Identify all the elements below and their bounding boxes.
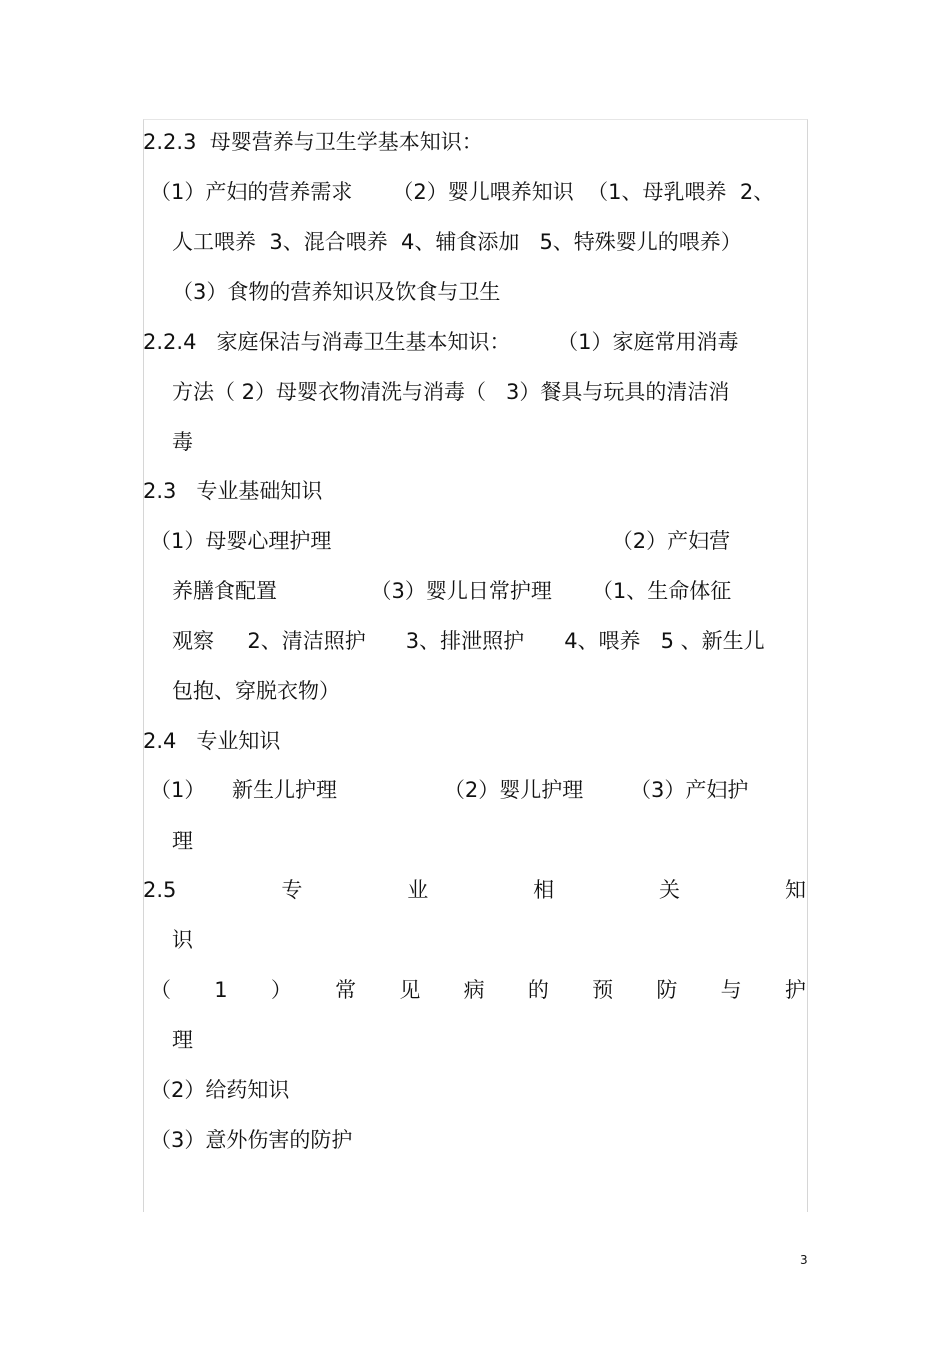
heading-char: 知 bbox=[784, 878, 806, 902]
text-char: 见 bbox=[399, 978, 421, 1002]
text-line: 理 bbox=[172, 1028, 193, 1052]
text-char: 的 bbox=[527, 978, 549, 1002]
text-char: 常 bbox=[335, 978, 357, 1002]
page-number: 3 bbox=[800, 1253, 808, 1267]
text-char: 预 bbox=[592, 978, 614, 1002]
text-line: 识 bbox=[172, 928, 193, 952]
section-2-2-4-heading: 2.2.4 家庭保洁与消毒卫生基本知识： （1）家庭常用消毒 bbox=[143, 330, 739, 354]
text-char: 病 bbox=[463, 978, 485, 1002]
text-line: （1）母婴心理护理 （2）产妇营 bbox=[150, 529, 731, 553]
section-number: 2.5 bbox=[143, 878, 177, 902]
section-2-5-heading bbox=[143, 878, 806, 902]
section-2-2-3-heading: 2.2.3 母婴营养与卫生学基本知识： bbox=[143, 130, 483, 154]
text-line: 毒 bbox=[172, 430, 193, 454]
text-line: 观察 2、清洁照护 3、排泄照护 4、喂养 5 、新生儿 bbox=[172, 629, 765, 653]
text-line: 理 bbox=[172, 829, 193, 853]
text-line: 养膳食配置 （3）婴儿日常护理 （1、生命体征 bbox=[172, 579, 732, 603]
heading-char: 业 bbox=[407, 878, 429, 902]
text-line: （2）给药知识 bbox=[150, 1078, 290, 1102]
text-line: （1） 新生儿护理 （2）婴儿护理 （3）产妇护 bbox=[150, 778, 749, 802]
text-char: 与 bbox=[720, 978, 742, 1002]
text-line-justified bbox=[150, 978, 806, 1002]
heading-char: 关 bbox=[659, 878, 681, 902]
text-line: （3）食物的营养知识及饮食与卫生 bbox=[172, 280, 501, 304]
text-line: （1）产妇的营养需求 （2）婴儿喂养知识 （1、母乳喂养 2、 bbox=[150, 180, 775, 204]
text-char: 1 bbox=[214, 978, 228, 1002]
text-line: 包抱、穿脱衣物） bbox=[172, 679, 340, 703]
text-char: ） bbox=[270, 978, 292, 1002]
text-char: 护 bbox=[784, 978, 806, 1002]
text-char: （ bbox=[150, 978, 171, 1002]
section-2-4-heading: 2.4 专业知识 bbox=[143, 729, 281, 753]
heading-char: 专 bbox=[281, 878, 303, 902]
text-line: （3）意外伤害的防护 bbox=[150, 1128, 353, 1152]
text-line: 方法（ 2）母婴衣物清洗与消毒（ 3）餐具与玩具的清洁消 bbox=[172, 380, 730, 404]
heading-char: 相 bbox=[533, 878, 555, 902]
text-line: 人工喂养 3、混合喂养 4、辅食添加 5、特殊婴儿的喂养） bbox=[172, 230, 742, 254]
section-2-3-heading: 2.3 专业基础知识 bbox=[143, 479, 323, 503]
text-char: 防 bbox=[656, 978, 678, 1002]
